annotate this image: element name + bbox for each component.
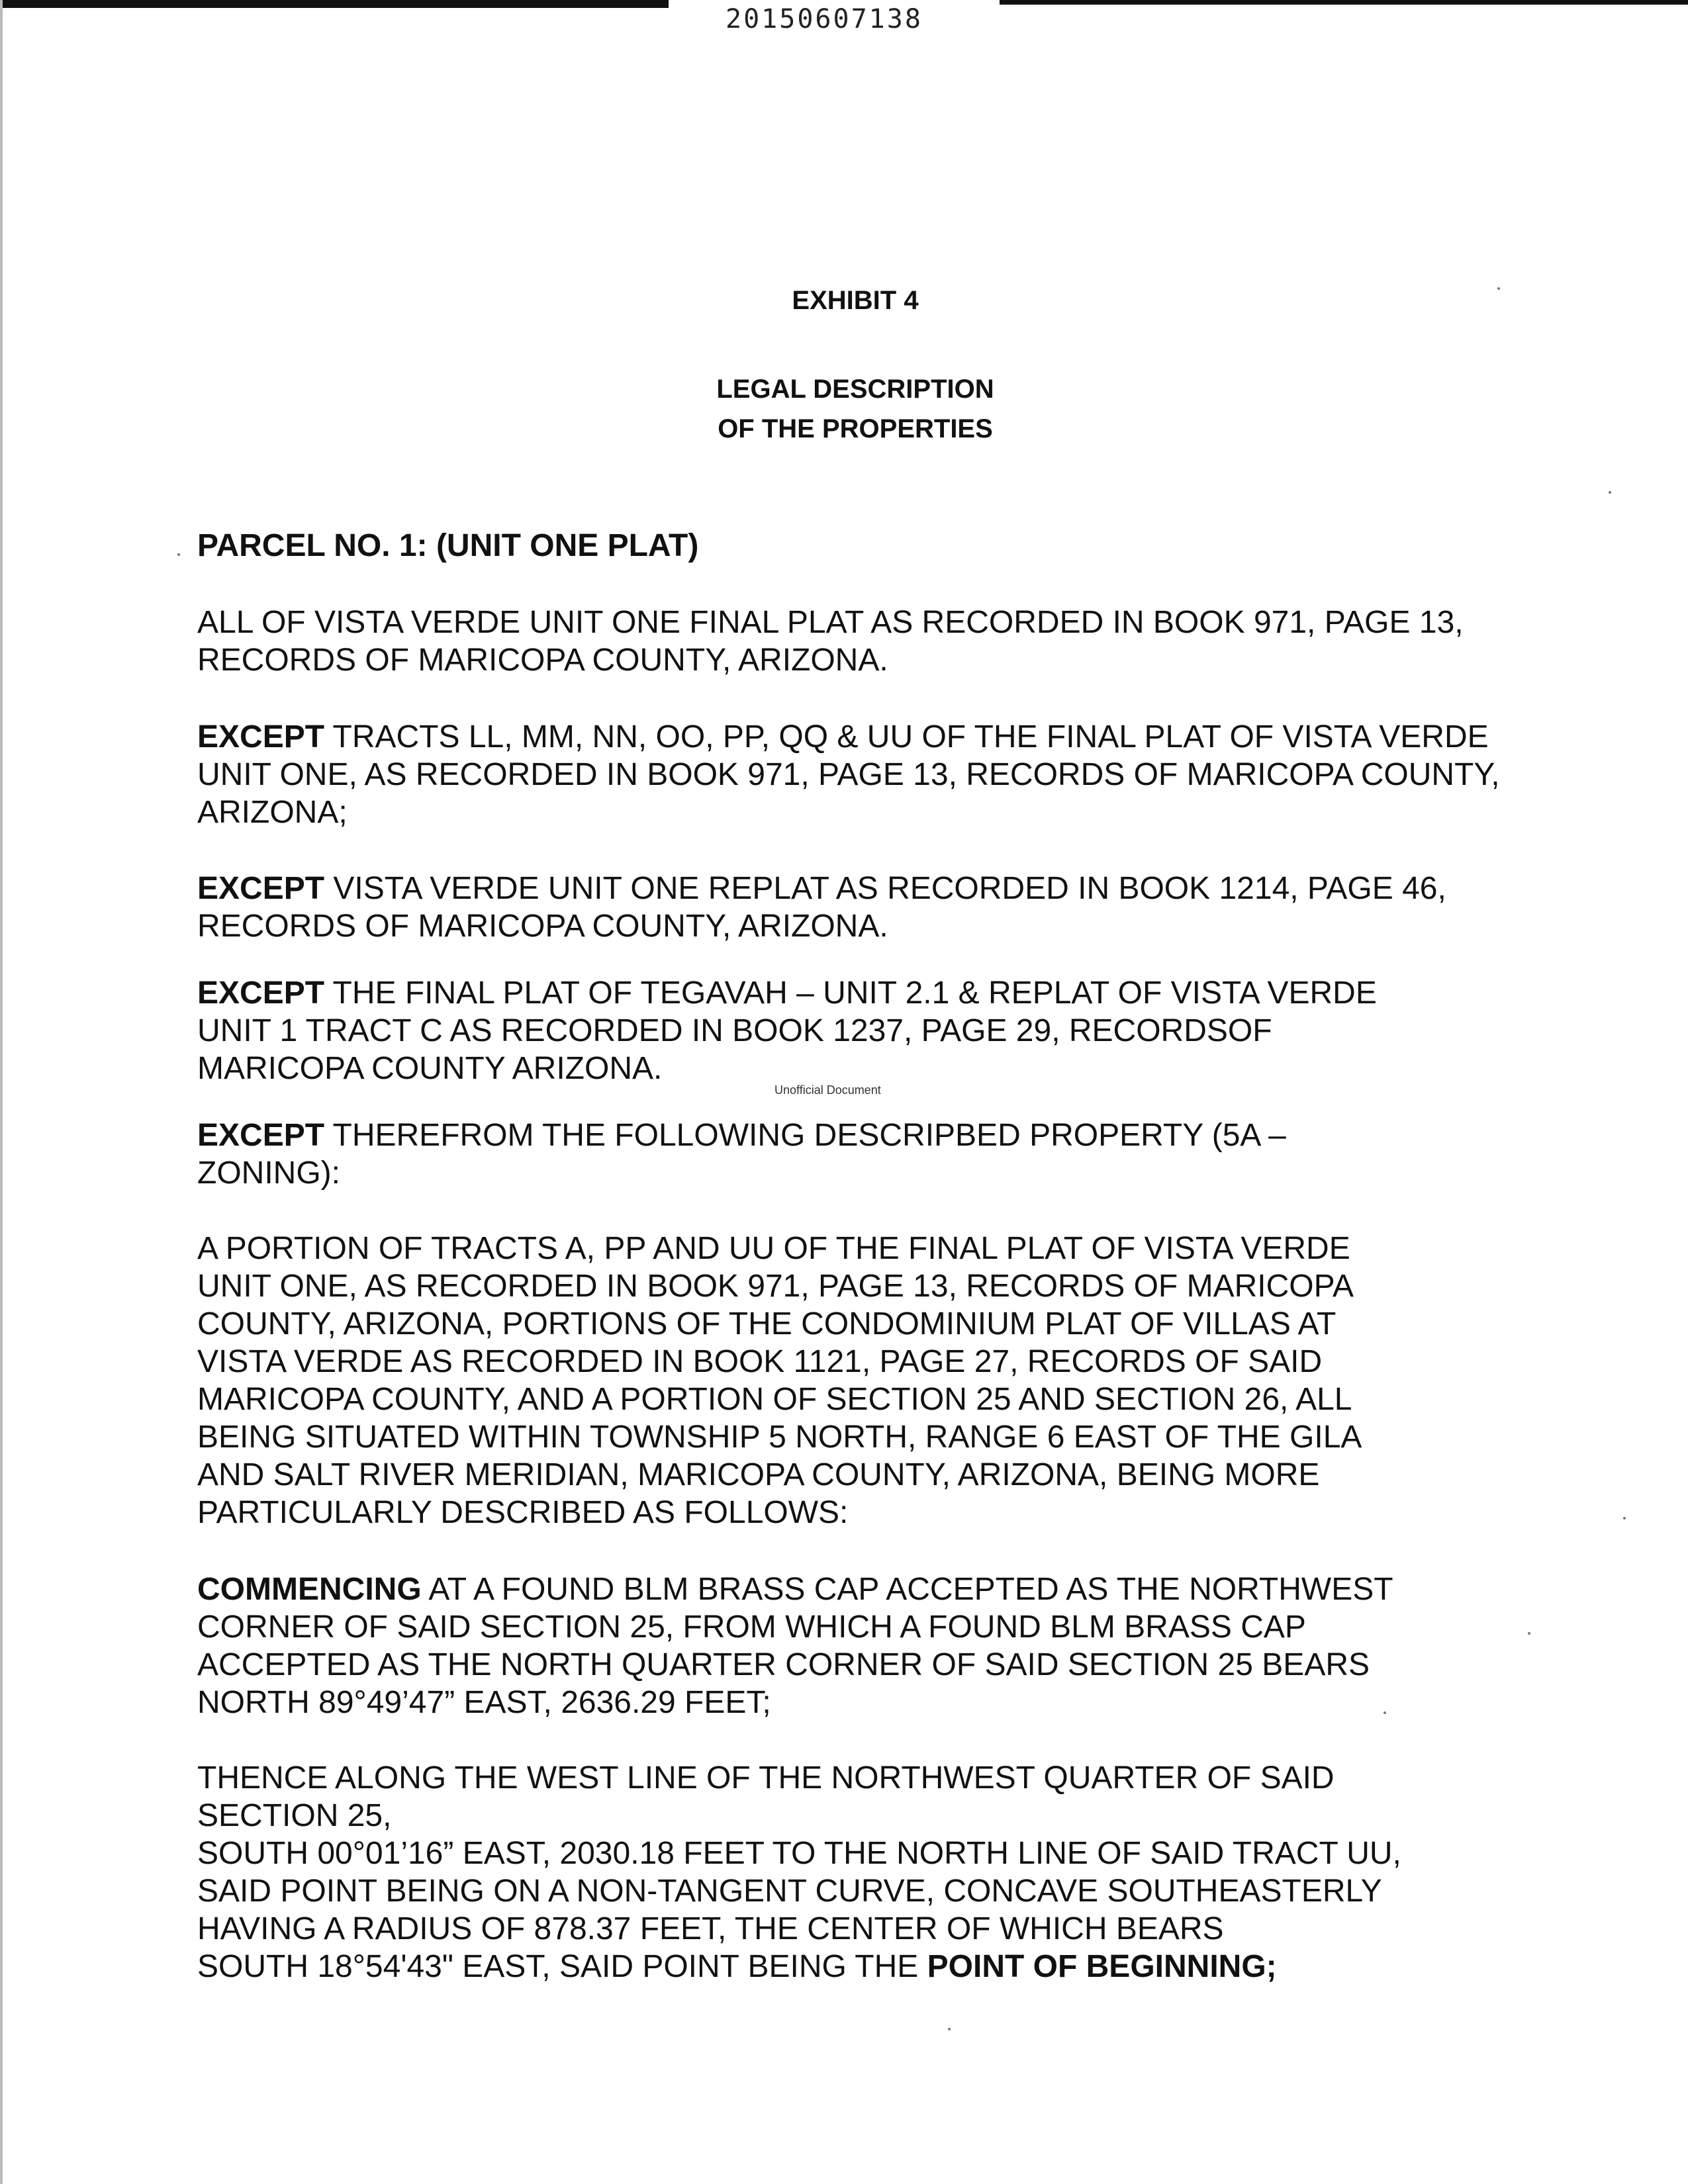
scan-speck <box>948 2028 951 2030</box>
paragraph-line: SOUTH 00°01’16” EAST, 2030.18 FEET TO THE NORTH LINE OF SAID TRACT UU, <box>197 1836 1401 1871</box>
paragraph-except-tracts <box>197 718 1505 831</box>
line-text: THE FINAL PLAT OF TEGAVAH – UNIT 2.1 & REPLAT OF VISTA VERDE <box>324 976 1377 1011</box>
paragraph-line: THENCE ALONG THE WEST LINE OF THE NORTHWEST QUARTER OF SAID <box>197 1760 1335 1796</box>
paragraph-line: SAID POINT BEING ON A NON-TANGENT CURVE, CONCAVE SOUTHEASTERLY <box>197 1874 1382 1909</box>
exhibit-title: EXHIBIT 4 <box>792 286 919 315</box>
paragraph-line: UNIT ONE, AS RECORDED IN BOOK 971, PAGE 13, RECORDS OF MARICOPA <box>197 1269 1354 1304</box>
scan-speck <box>1383 1711 1386 1714</box>
scan-left-edge <box>0 0 3 2184</box>
except-label: EXCEPT <box>197 871 325 906</box>
parcel-heading: PARCEL NO. 1: (UNIT ONE PLAT) <box>197 528 699 563</box>
paragraph-line: HAVING A RADIUS OF 878.37 FEET, THE CENTER OF WHICH BEARS <box>197 1911 1224 1946</box>
except-label: EXCEPT <box>197 976 325 1011</box>
paragraph-text: TRACTS LL, MM, NN, OO, PP, QQ & UU OF THE FINAL PLAT OF VISTA VERDE UNIT ONE, AS RECORDED IN BOOK 971, PAGE 13, RECORDS OF MARICOPA COUNTY, ARIZONA; <box>197 719 1500 830</box>
paragraph-line: MARICOPA COUNTY ARIZONA. <box>197 1051 663 1086</box>
paragraph-portion-of-tracts <box>197 1230 1505 1531</box>
paragraph-line: A PORTION OF TRACTS A, PP AND UU OF THE FINAL PLAT OF VISTA VERDE <box>197 1231 1350 1266</box>
line-text: THEREFROM THE FOLLOWING DESCRIPBED PROPERTY (5A – <box>324 1118 1286 1153</box>
paragraph-line: ZONING): <box>197 1156 340 1191</box>
paragraph-line: NORTH 89°49’47” EAST, 2636.29 FEET; <box>197 1685 771 1720</box>
paragraph-all-of-vista-verde: ALL OF VISTA VERDE UNIT ONE FINAL PLAT AS RECORDED IN BOOK 971, PAGE 13, RECORDS OF MARICOPA COUNTY, ARIZONA. <box>197 605 1464 678</box>
paragraph-line: COUNTY, ARIZONA, PORTIONS OF THE CONDOMINIUM PLAT OF VILLAS AT <box>197 1306 1336 1342</box>
paragraph-except-therefrom <box>197 1116 1505 1192</box>
scan-speck <box>1609 491 1611 494</box>
paragraph-commencing <box>197 1570 1505 1721</box>
legal-title-line-1: LEGAL DESCRIPTION <box>716 375 994 404</box>
point-of-beginning-label: POINT OF BEGINNING; <box>927 1949 1277 1984</box>
paragraph-line <box>197 1116 1505 1154</box>
paragraph-line: PARTICULARLY DESCRIBED AS FOLLOWS: <box>197 1495 849 1530</box>
scan-speck <box>1528 1632 1530 1635</box>
unofficial-document-watermark: Unofficial Document <box>774 1083 881 1097</box>
except-label: EXCEPT <box>197 719 325 754</box>
paragraph-line <box>197 974 1505 1012</box>
commencing-label: COMMENCING <box>197 1572 422 1607</box>
line-text: AT A FOUND BLM BRASS CAP ACCEPTED AS THE NORTHWEST <box>421 1572 1393 1607</box>
scan-speck <box>177 553 180 556</box>
paragraph-except-tegavah <box>197 974 1505 1087</box>
paragraph-line: MARICOPA COUNTY, AND A PORTION OF SECTION 25 AND SECTION 26, ALL <box>197 1382 1352 1417</box>
paragraph-line <box>197 1948 1505 1985</box>
paragraph-line <box>197 1570 1505 1608</box>
paragraph-thence <box>197 1759 1505 1985</box>
legal-description-title <box>11 369 1688 449</box>
paragraph-line: BEING SITUATED WITHIN TOWNSHIP 5 NORTH, RANGE 6 EAST OF THE GILA <box>197 1420 1362 1455</box>
paragraph-except-replat <box>197 870 1505 945</box>
scan-speck <box>1497 287 1500 290</box>
scan-speck <box>1623 1517 1626 1520</box>
scan-edge-bar-right <box>1000 0 1688 5</box>
paragraph-line: SECTION 25, <box>197 1798 392 1833</box>
recording-number: 20150607138 <box>726 4 923 34</box>
scan-edge-bar-left <box>0 0 669 8</box>
paragraph-line: AND SALT RIVER MERIDIAN, MARICOPA COUNTY, ARIZONA, BEING MORE <box>197 1457 1320 1492</box>
paragraph-line: UNIT 1 TRACT C AS RECORDED IN BOOK 1237, PAGE 29, RECORDSOF <box>197 1013 1272 1048</box>
except-label: EXCEPT <box>197 1118 325 1153</box>
paragraph-line: VISTA VERDE AS RECORDED IN BOOK 1121, PAGE 27, RECORDS OF SAID <box>197 1344 1323 1379</box>
legal-title-line-2: OF THE PROPERTIES <box>718 414 993 443</box>
line-text: SOUTH 18°54'43" EAST, SAID POINT BEING THE <box>197 1949 927 1984</box>
paragraph-line: CORNER OF SAID SECTION 25, FROM WHICH A FOUND BLM BRASS CAP <box>197 1610 1306 1645</box>
paragraph-line: ACCEPTED AS THE NORTH QUARTER CORNER OF SAID SECTION 25 BEARS <box>197 1647 1370 1682</box>
paragraph-text: VISTA VERDE UNIT ONE REPLAT AS RECORDED IN BOOK 1214, PAGE 46, RECORDS OF MARICOPA COUNTY, ARIZONA. <box>197 871 1446 944</box>
